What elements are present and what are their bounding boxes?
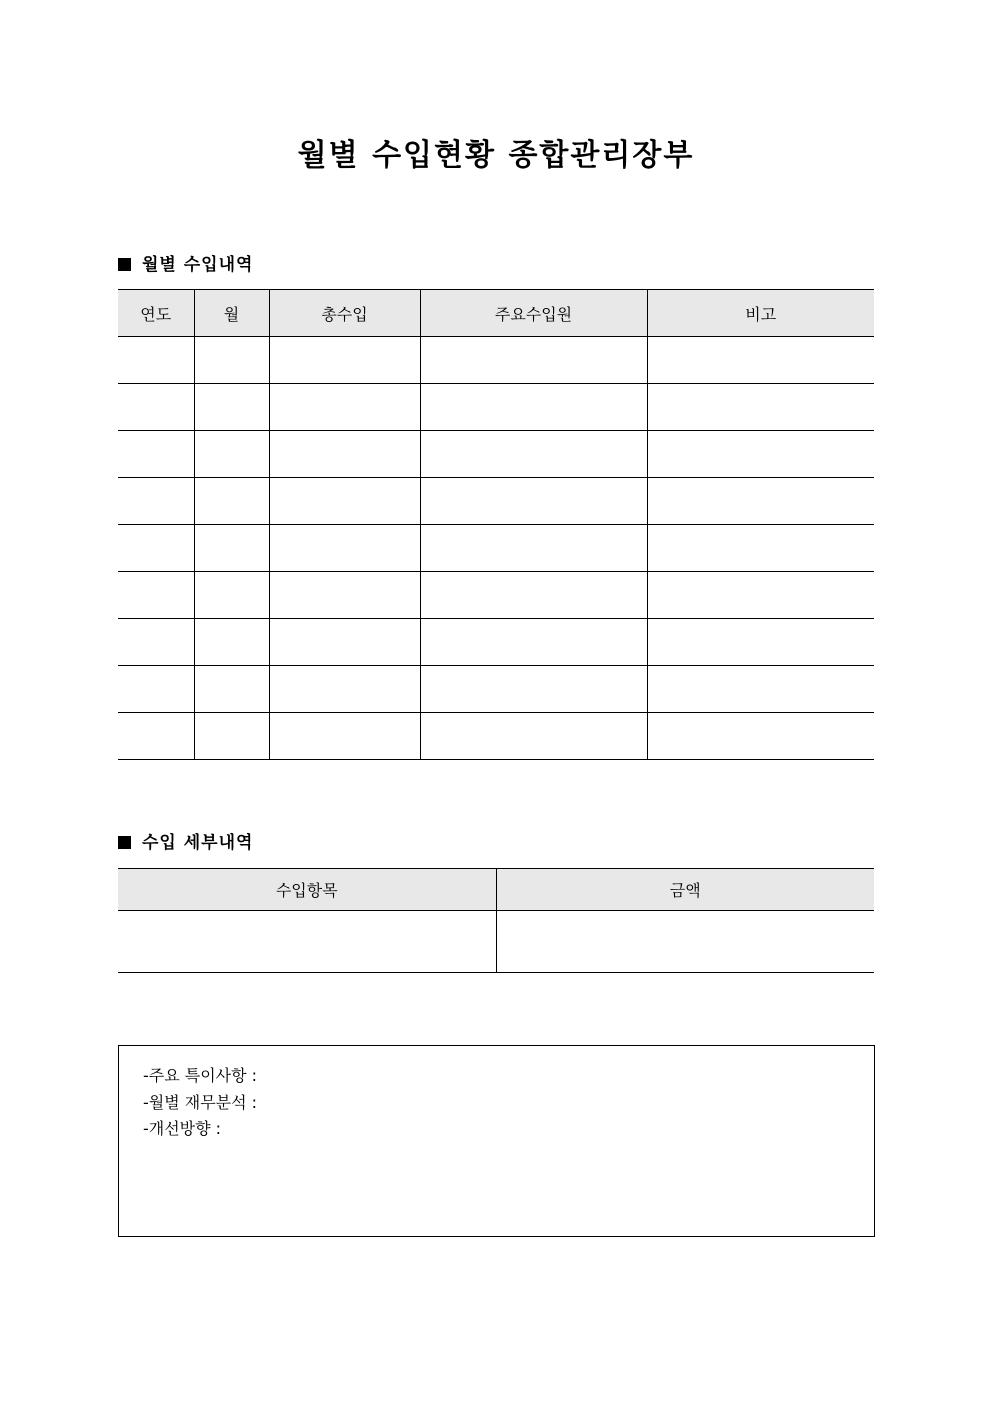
note-improvement-direction: -개선방향 : [143, 1119, 222, 1138]
table-cell[interactable] [194, 384, 269, 431]
square-bullet-icon [118, 836, 131, 849]
column-header-remarks: 비고 [647, 290, 874, 337]
table-cell[interactable] [420, 478, 647, 525]
table-cell[interactable] [269, 713, 420, 760]
table-cell[interactable] [420, 572, 647, 619]
monthly-section-heading-label: 월별 수입내역 [142, 255, 254, 275]
table-cell[interactable] [420, 337, 647, 384]
column-header-main-income-source: 주요수입원 [420, 290, 647, 337]
table-cell[interactable] [194, 337, 269, 384]
monthly-income-table [118, 289, 874, 760]
table-cell[interactable] [647, 666, 874, 713]
table-cell[interactable] [420, 619, 647, 666]
document-title: 월별 수입현황 종합관리장부 [297, 138, 695, 173]
table-cell[interactable] [496, 911, 874, 973]
table-cell[interactable] [647, 337, 874, 384]
table-cell[interactable] [118, 713, 194, 760]
table-cell[interactable] [269, 572, 420, 619]
table-cell[interactable] [647, 713, 874, 760]
table-cell[interactable] [118, 384, 194, 431]
detail-section-heading-label: 수입 세부내역 [142, 833, 254, 853]
table-row [118, 384, 874, 431]
column-header-year: 연도 [118, 290, 194, 337]
table-cell[interactable] [194, 431, 269, 478]
table-cell[interactable] [194, 666, 269, 713]
table-cell[interactable] [269, 525, 420, 572]
square-bullet-icon [118, 258, 131, 271]
table-cell[interactable] [269, 478, 420, 525]
table-cell[interactable] [118, 525, 194, 572]
table-cell[interactable] [647, 572, 874, 619]
monthly-section-heading [118, 253, 253, 277]
table-row [118, 572, 874, 619]
income-detail-table [118, 868, 874, 973]
table-cell[interactable] [647, 525, 874, 572]
detail-section-heading [118, 831, 253, 855]
table-row [118, 337, 874, 384]
table-header-row [118, 869, 874, 911]
note-monthly-financial-analysis: -월별 재무분석 : [143, 1093, 258, 1112]
table-cell[interactable] [420, 525, 647, 572]
table-cell[interactable] [420, 384, 647, 431]
table-cell[interactable] [420, 713, 647, 760]
table-cell[interactable] [647, 619, 874, 666]
column-header-amount: 금액 [496, 869, 874, 911]
table-cell[interactable] [118, 911, 496, 973]
notes-box [118, 1045, 875, 1237]
table-cell[interactable] [269, 337, 420, 384]
table-cell[interactable] [420, 666, 647, 713]
table-cell[interactable] [420, 431, 647, 478]
table-cell[interactable] [194, 478, 269, 525]
table-row [118, 431, 874, 478]
table-cell[interactable] [647, 384, 874, 431]
table-row [118, 911, 874, 973]
table-cell[interactable] [118, 337, 194, 384]
column-header-month: 월 [194, 290, 269, 337]
column-header-income-item: 수입항목 [118, 869, 496, 911]
table-cell[interactable] [118, 666, 194, 713]
table-row [118, 666, 874, 713]
table-cell[interactable] [118, 478, 194, 525]
table-row [118, 619, 874, 666]
note-key-issues: -주요 특이사항 : [143, 1066, 258, 1085]
table-cell[interactable] [118, 619, 194, 666]
table-cell[interactable] [269, 431, 420, 478]
table-cell[interactable] [647, 478, 874, 525]
table-cell[interactable] [118, 572, 194, 619]
table-cell[interactable] [269, 666, 420, 713]
table-cell[interactable] [647, 431, 874, 478]
table-cell[interactable] [269, 619, 420, 666]
table-cell[interactable] [118, 431, 194, 478]
table-cell[interactable] [194, 525, 269, 572]
table-cell[interactable] [194, 713, 269, 760]
table-row [118, 713, 874, 760]
table-cell[interactable] [269, 384, 420, 431]
column-header-total-income: 총수입 [269, 290, 420, 337]
table-cell[interactable] [194, 572, 269, 619]
table-row [118, 478, 874, 525]
table-cell[interactable] [194, 619, 269, 666]
table-row [118, 525, 874, 572]
table-header-row [118, 290, 874, 337]
